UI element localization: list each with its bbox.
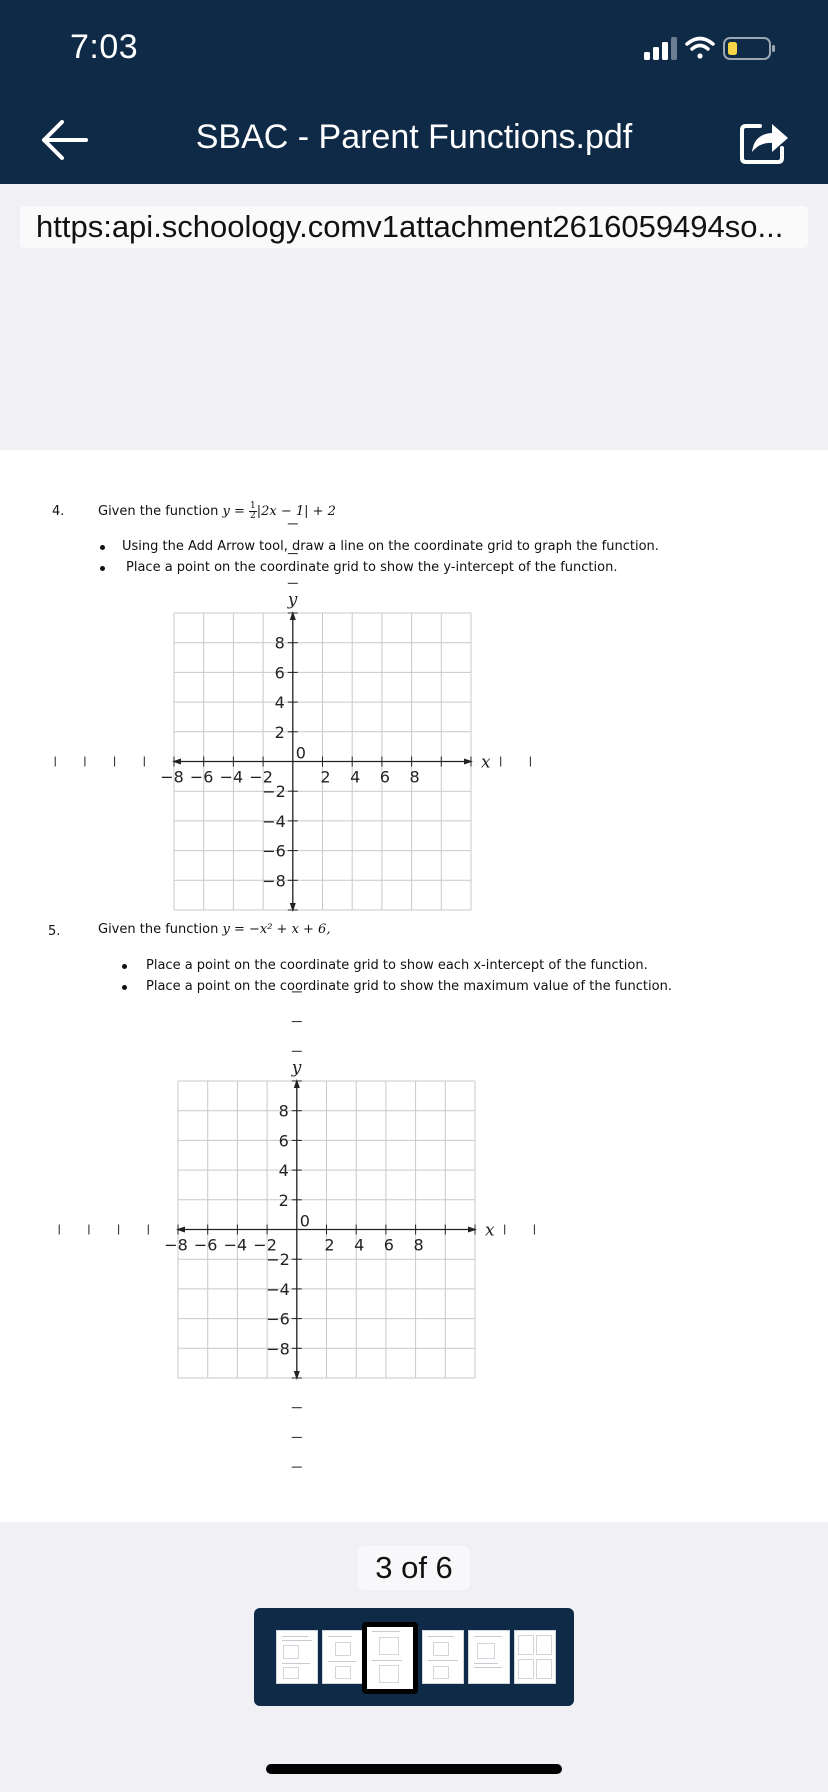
x-tick-label: −2	[253, 1235, 277, 1255]
page-thumbnail-strip[interactable]	[254, 1608, 574, 1706]
page-thumbnail-current[interactable]	[362, 1622, 418, 1694]
y-tick-label: 4	[278, 1161, 289, 1181]
home-indicator[interactable]	[266, 1764, 562, 1774]
question-lead: Given the function	[98, 504, 219, 519]
y-tick-label: 6	[274, 663, 285, 683]
y-axis-label: y	[291, 1058, 302, 1078]
instruction-bullet: Place a point on the coordinate grid to show the maximum value of the function.	[122, 979, 672, 994]
battery-icon	[724, 38, 775, 59]
x-tick-label: 8	[413, 1235, 424, 1255]
y-tick-label: 2	[278, 1190, 289, 1210]
page-thumbnail[interactable]	[514, 1630, 556, 1684]
y-tick-label: −6	[262, 841, 286, 861]
x-tick-label: 8	[409, 767, 420, 787]
wifi-icon	[687, 39, 713, 59]
document-title: SBAC - Parent Functions.pdf	[195, 118, 633, 156]
y-tick-label: −6	[266, 1309, 290, 1329]
y-tick-label: −8	[266, 1339, 290, 1359]
instruction-bullet: Place a point on the coordinate grid to show the y-intercept of the function.	[100, 560, 617, 575]
status-time: 7:03	[70, 28, 139, 66]
signal-icon	[644, 37, 677, 60]
question-number: 5.	[48, 924, 61, 939]
pdf-page	[0, 450, 828, 1522]
x-tick-label: 4	[354, 1235, 365, 1255]
x-tick-label: −2	[249, 767, 273, 787]
y-tick-label: −4	[262, 811, 286, 831]
page-indicator: 3 of 6	[358, 1546, 470, 1590]
x-tick-label: 6	[383, 1235, 394, 1255]
x-tick-label: 4	[350, 767, 361, 787]
coordinate-grid[interactable]	[0, 450, 828, 1522]
y-tick-label: −2	[266, 1250, 290, 1270]
x-axis-arrow	[176, 1227, 185, 1233]
origin-label: 0	[295, 743, 306, 763]
page-thumbnail[interactable]	[276, 1630, 318, 1684]
y-tick-label: −2	[262, 782, 286, 802]
x-tick-label: 6	[379, 767, 390, 787]
question-number: 4.	[52, 504, 65, 519]
y-tick-label: −4	[266, 1279, 290, 1299]
x-tick-label: −8	[164, 1235, 188, 1255]
y-tick-label: −8	[262, 871, 286, 891]
status-icons	[642, 34, 792, 64]
x-tick-label: −6	[193, 1235, 218, 1255]
y-tick-label: 6	[278, 1131, 289, 1151]
function-equation: y = −x² + x + 6,	[222, 922, 331, 937]
instruction-bullet: Using the Add Arrow tool, draw a line on the coordinate grid to graph the function.	[100, 539, 659, 554]
x-tick-label: −6	[189, 767, 214, 787]
fraction: $\frac{1}{2}$	[249, 501, 256, 521]
y-tick-label: 8	[274, 633, 285, 653]
x-tick-label: 2	[324, 1235, 335, 1255]
x-axis-arrow	[468, 1227, 477, 1233]
y-tick-label: 8	[278, 1101, 289, 1121]
y-tick-label: 4	[274, 693, 285, 713]
x-tick-label: −4	[219, 767, 244, 787]
page-thumbnail[interactable]	[422, 1630, 464, 1684]
app-header	[0, 0, 828, 184]
x-tick-label: 2	[320, 767, 331, 787]
x-tick-label: −4	[223, 1235, 248, 1255]
origin-label: 0	[299, 1211, 310, 1231]
y-axis-arrow	[294, 1371, 300, 1380]
y-axis-arrow	[294, 1079, 300, 1088]
y-axis-label: y	[287, 590, 298, 610]
function-equation: y = $\frac{1}{2}$ |2x − 1| + 2	[222, 501, 336, 521]
y-tick-label: 2	[274, 722, 285, 742]
x-axis-label: x	[485, 1220, 495, 1241]
share-icon[interactable]	[738, 116, 790, 164]
x-tick-label: −8	[160, 767, 184, 787]
instruction-bullet: Place a point on the coordinate grid to show each x-intercept of the function.	[122, 958, 648, 973]
x-axis-label: x	[481, 752, 491, 773]
page-thumbnail[interactable]	[322, 1630, 364, 1684]
question-lead: Given the function	[98, 922, 219, 937]
url-bar[interactable]: https:api.schoology.comv1attachment2616059494so...	[20, 206, 808, 248]
page-thumbnail[interactable]	[468, 1630, 510, 1684]
